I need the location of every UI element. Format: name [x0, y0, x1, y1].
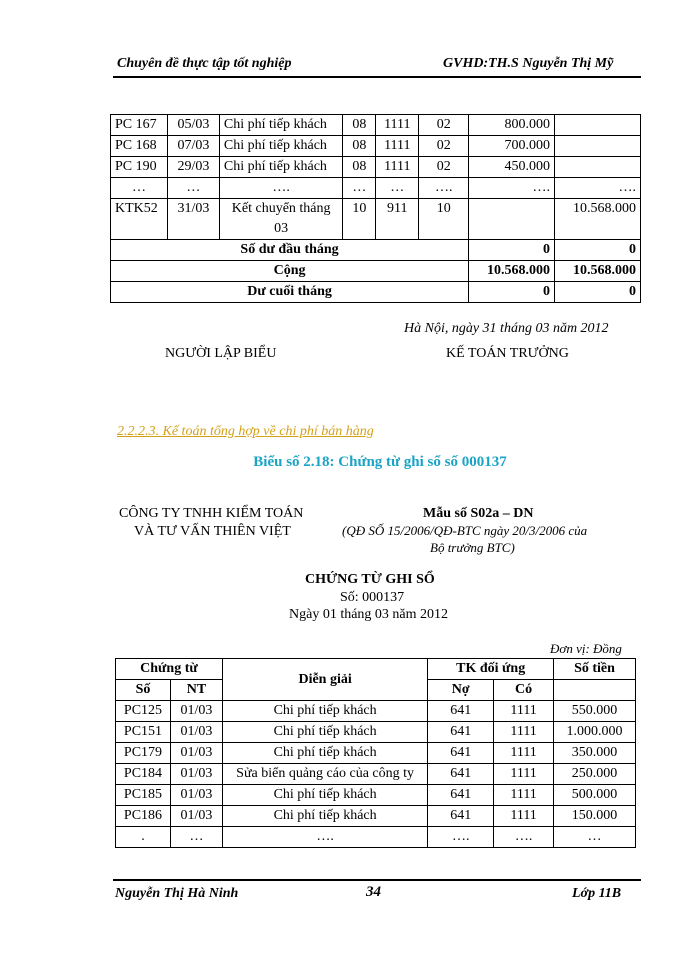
table-row — [111, 157, 641, 178]
cell-amount: … — [554, 827, 636, 848]
cell-date: … — [170, 827, 222, 848]
cell-no: PC179 — [116, 743, 171, 764]
cell-amount: 350.000 — [554, 743, 636, 764]
currency-unit: Đơn vị: Đồng — [550, 641, 622, 656]
cell-voucher-no: PC 190 — [111, 157, 168, 178]
cell-date: 01/03 — [170, 701, 222, 722]
form-code: Mẫu số S02a – DN — [423, 506, 534, 521]
footer-divider — [113, 879, 641, 881]
summary-label: Cộng — [111, 261, 469, 282]
ledger-table — [110, 114, 641, 303]
cell-description: Chi phí tiếp khách — [222, 701, 427, 722]
document-title: Biểu số 2.18: Chứng từ ghi sổ số 000137 — [253, 454, 507, 470]
cell-credit-account: 1111 — [494, 764, 554, 785]
voucher-table — [115, 658, 636, 848]
place-date: Hà Nội, ngày 31 tháng 03 năm 2012 — [404, 321, 609, 336]
cell-no: PC185 — [116, 785, 171, 806]
cell-description: Chi phí tiếp khách — [222, 743, 427, 764]
cell-date: 05/03 — [167, 115, 219, 136]
header-debit: Nợ — [428, 680, 494, 701]
cell-sub: 02 — [419, 157, 469, 178]
company-name-line2: VÀ TƯ VẤN THIÊN VIỆT — [134, 524, 291, 539]
cell-description: Kết chuyển tháng 03 — [219, 199, 343, 240]
cell-amount: 1.000.000 — [554, 722, 636, 743]
cell-debit-account: 641 — [428, 722, 494, 743]
cell-debit: 800.000 — [469, 115, 555, 136]
summary-row — [111, 282, 641, 303]
cell-credit — [555, 136, 641, 157]
cell-date: 01/03 — [170, 764, 222, 785]
footer-author: Nguyễn Thị Hà Ninh — [115, 886, 239, 901]
cell-no: PC184 — [116, 764, 171, 785]
header-account: TK đối ứng — [428, 659, 554, 680]
voucher-title: CHỨNG TỪ GHI SỔ — [305, 572, 435, 587]
cell-date: 01/03 — [170, 806, 222, 827]
cell-no: PC151 — [116, 722, 171, 743]
header-description: Diễn giải — [222, 659, 427, 701]
cell-sub: 10 — [419, 199, 469, 240]
cell-credit: 10.568.000 — [555, 199, 641, 240]
table-row — [111, 115, 641, 136]
table-row — [116, 827, 636, 848]
cell-code: 08 — [343, 157, 376, 178]
voucher-number: Số: 000137 — [340, 590, 405, 605]
summary-debit: 10.568.000 — [469, 261, 555, 282]
cell-account: 1111 — [376, 115, 419, 136]
section-heading: 2.2.2.3. Kế toán tổng hợp về chi phí bán hàng — [117, 424, 374, 439]
summary-row — [111, 240, 641, 261]
summary-credit: 10.568.000 — [555, 261, 641, 282]
page-number: 34 — [366, 884, 381, 900]
summary-label: Số dư đầu tháng — [111, 240, 469, 261]
table-row — [116, 764, 636, 785]
cell-credit: …. — [555, 178, 641, 199]
cell-date: 01/03 — [170, 743, 222, 764]
cell-credit-account: 1111 — [494, 722, 554, 743]
cell-debit: 450.000 — [469, 157, 555, 178]
header-divider — [113, 76, 641, 78]
summary-credit: 0 — [555, 282, 641, 303]
form-reference-line2: Bộ trưởng BTC) — [430, 540, 515, 555]
cell-debit-account: 641 — [428, 785, 494, 806]
header-supervisor: GVHD:TH.S Nguyễn Thị Mỹ — [443, 56, 614, 71]
cell-debit-account: 641 — [428, 743, 494, 764]
cell-voucher-no: PC 167 — [111, 115, 168, 136]
cell-debit-account: …. — [428, 827, 494, 848]
table-row — [116, 743, 636, 764]
cell-debit: 700.000 — [469, 136, 555, 157]
cell-description: Sửa biển quảng cáo của công ty — [222, 764, 427, 785]
cell-description: Chi phí tiếp khách — [222, 722, 427, 743]
header-no: Số — [116, 680, 171, 701]
cell-sub: 02 — [419, 115, 469, 136]
cell-description: Chi phí tiếp khách — [222, 785, 427, 806]
cell-no: PC125 — [116, 701, 171, 722]
cell-debit: …. — [469, 178, 555, 199]
summary-debit: 0 — [469, 282, 555, 303]
cell-debit-account: 641 — [428, 764, 494, 785]
cell-voucher-no: KTK52 — [111, 199, 168, 240]
cell-credit — [555, 115, 641, 136]
cell-debit-account: 641 — [428, 701, 494, 722]
cell-account: … — [376, 178, 419, 199]
header-amount-blank — [554, 680, 636, 701]
cell-no: PC186 — [116, 806, 171, 827]
cell-description: Chi phí tiếp khách — [219, 157, 343, 178]
cell-debit-account: 641 — [428, 806, 494, 827]
cell-account: 1111 — [376, 157, 419, 178]
cell-description: Chi phí tiếp khách — [219, 136, 343, 157]
cell-description: …. — [219, 178, 343, 199]
summary-debit: 0 — [469, 240, 555, 261]
cell-account: 911 — [376, 199, 419, 240]
company-name-line1: CÔNG TY TNHH KIỂM TOÁN — [119, 506, 304, 521]
header-voucher: Chứng từ — [116, 659, 223, 680]
cell-code: 08 — [343, 136, 376, 157]
signature-chief-accountant: KẾ TOÁN TRƯỞNG — [446, 346, 569, 361]
cell-credit-account: 1111 — [494, 743, 554, 764]
cell-no: . — [116, 827, 171, 848]
voucher-date: Ngày 01 tháng 03 năm 2012 — [289, 607, 449, 622]
cell-debit — [469, 199, 555, 240]
header-date: NT — [170, 680, 222, 701]
cell-amount: 150.000 — [554, 806, 636, 827]
header-credit: Có — [494, 680, 554, 701]
summary-label: Dư cuối tháng — [111, 282, 469, 303]
cell-date: 01/03 — [170, 722, 222, 743]
header-report-title: Chuyên đề thực tập tốt nghiệp — [117, 56, 292, 71]
table-row — [111, 199, 641, 240]
table-row — [116, 722, 636, 743]
cell-code: 08 — [343, 115, 376, 136]
cell-date: 07/03 — [167, 136, 219, 157]
cell-voucher-no: … — [111, 178, 168, 199]
table-row — [111, 136, 641, 157]
footer-class: Lớp 11B — [572, 886, 622, 901]
summary-row — [111, 261, 641, 282]
cell-credit — [555, 157, 641, 178]
cell-date: 31/03 — [167, 199, 219, 240]
cell-amount: 500.000 — [554, 785, 636, 806]
cell-credit-account: …. — [494, 827, 554, 848]
cell-date: 01/03 — [170, 785, 222, 806]
cell-code: … — [343, 178, 376, 199]
cell-credit-account: 1111 — [494, 785, 554, 806]
cell-credit-account: 1111 — [494, 701, 554, 722]
cell-sub: 02 — [419, 136, 469, 157]
table-row — [111, 178, 641, 199]
cell-voucher-no: PC 168 — [111, 136, 168, 157]
cell-code: 10 — [343, 199, 376, 240]
header-amount: Số tiền — [554, 659, 636, 680]
signature-preparer: NGƯỜI LẬP BIỂU — [165, 346, 277, 361]
summary-credit: 0 — [555, 240, 641, 261]
cell-description: Chi phí tiếp khách — [219, 115, 343, 136]
cell-date: … — [167, 178, 219, 199]
cell-amount: 250.000 — [554, 764, 636, 785]
cell-description: …. — [222, 827, 427, 848]
table-row — [116, 785, 636, 806]
cell-description: Chi phí tiếp khách — [222, 806, 427, 827]
cell-account: 1111 — [376, 136, 419, 157]
cell-sub: …. — [419, 178, 469, 199]
header-row — [116, 659, 636, 680]
table-row — [116, 701, 636, 722]
cell-amount: 550.000 — [554, 701, 636, 722]
form-reference-line1: (QĐ SỐ 15/2006/QĐ-BTC ngày 20/3/2006 của — [342, 523, 588, 538]
table-row — [116, 806, 636, 827]
cell-credit-account: 1111 — [494, 806, 554, 827]
cell-date: 29/03 — [167, 157, 219, 178]
